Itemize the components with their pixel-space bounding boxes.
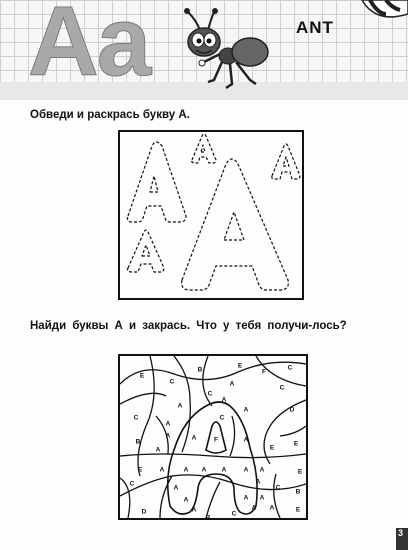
puzzle-letter[interactable]: A xyxy=(177,402,183,410)
puzzle-letter[interactable]: C xyxy=(169,378,175,386)
puzzle-letter[interactable]: A xyxy=(155,446,161,454)
puzzle-letter[interactable]: A xyxy=(221,466,227,474)
puzzle-letter[interactable]: A xyxy=(243,436,249,444)
task-find-instruction: Найди буквы А и закрась. Что у тебя получи-лось? xyxy=(30,320,347,332)
puzzle-letter[interactable]: C xyxy=(219,414,225,422)
striped-animal-corner-icon xyxy=(356,0,408,24)
puzzle-lines xyxy=(120,356,306,518)
puzzle-letter[interactable]: D xyxy=(141,508,147,516)
puzzle-letter[interactable]: B xyxy=(295,488,301,496)
puzzle-letter[interactable]: F xyxy=(214,436,218,444)
puzzle-letter[interactable]: E xyxy=(137,466,143,474)
puzzle-letter[interactable]: A xyxy=(243,466,249,474)
puzzle-letter[interactable]: B xyxy=(135,438,141,446)
puzzle-letter[interactable]: C xyxy=(133,414,139,422)
puzzle-letter[interactable]: A xyxy=(255,478,261,486)
outline-letter-a-small-top xyxy=(192,134,216,163)
outline-letter-a-small-bottom xyxy=(128,230,165,272)
header xyxy=(0,0,408,100)
outline-letter-a-small-right xyxy=(272,144,300,179)
big-letters-title: Aa xyxy=(28,0,150,96)
puzzle-letter[interactable]: C xyxy=(287,364,293,372)
puzzle-letter[interactable]: D xyxy=(289,406,295,414)
puzzle-letter[interactable]: F xyxy=(262,368,266,376)
puzzle-letter[interactable]: E xyxy=(237,362,243,370)
puzzle-letter[interactable]: A xyxy=(201,466,207,474)
puzzle-letter[interactable]: A xyxy=(259,494,265,502)
puzzle-letter[interactable]: A xyxy=(259,466,265,474)
puzzle-letter[interactable]: A xyxy=(269,504,275,512)
puzzle-letter[interactable]: E xyxy=(269,444,275,452)
trace-letters-box xyxy=(118,130,304,300)
puzzle-letter[interactable]: A xyxy=(243,494,249,502)
puzzle-letter[interactable]: E xyxy=(297,468,303,476)
puzzle-letter[interactable]: A xyxy=(221,396,227,404)
puzzle-letter[interactable]: A xyxy=(183,466,189,474)
puzzle-letter[interactable]: A xyxy=(229,380,235,388)
outline-letter-a-medium xyxy=(128,142,187,222)
puzzle-letter[interactable]: C xyxy=(275,484,281,492)
puzzle-letter[interactable]: C xyxy=(129,480,135,488)
task-trace-instruction: Обведи и раскрась букву А. xyxy=(30,109,190,121)
puzzle-letter[interactable]: E xyxy=(293,440,299,448)
puzzle-letter[interactable]: A xyxy=(173,484,179,492)
puzzle-letter[interactable]: B xyxy=(197,366,203,374)
puzzle-letter[interactable]: A xyxy=(243,406,249,414)
puzzle-letter[interactable]: A xyxy=(159,466,165,474)
puzzle-letter[interactable]: A xyxy=(183,496,189,504)
ant-mascot-icon xyxy=(170,6,280,92)
puzzle-letter[interactable]: A xyxy=(191,506,197,514)
puzzle-letter[interactable]: A xyxy=(165,420,171,428)
word-ant: ANT xyxy=(296,18,334,37)
puzzle-letter[interactable]: C xyxy=(207,390,213,398)
puzzle-letter[interactable]: B xyxy=(205,514,211,522)
puzzle-letter[interactable]: E xyxy=(139,372,145,380)
dashed-letters-drawing xyxy=(120,132,302,298)
puzzle-letter[interactable]: C xyxy=(279,384,285,392)
puzzle-letter[interactable]: A xyxy=(191,434,197,442)
puzzle-letter[interactable]: A xyxy=(251,504,257,512)
find-letters-puzzle xyxy=(118,354,308,520)
puzzle-letter[interactable]: C xyxy=(231,510,237,518)
puzzle-letter[interactable]: A xyxy=(165,432,171,440)
page-number: 3 xyxy=(396,528,408,550)
puzzle-letter[interactable]: E xyxy=(295,506,301,514)
